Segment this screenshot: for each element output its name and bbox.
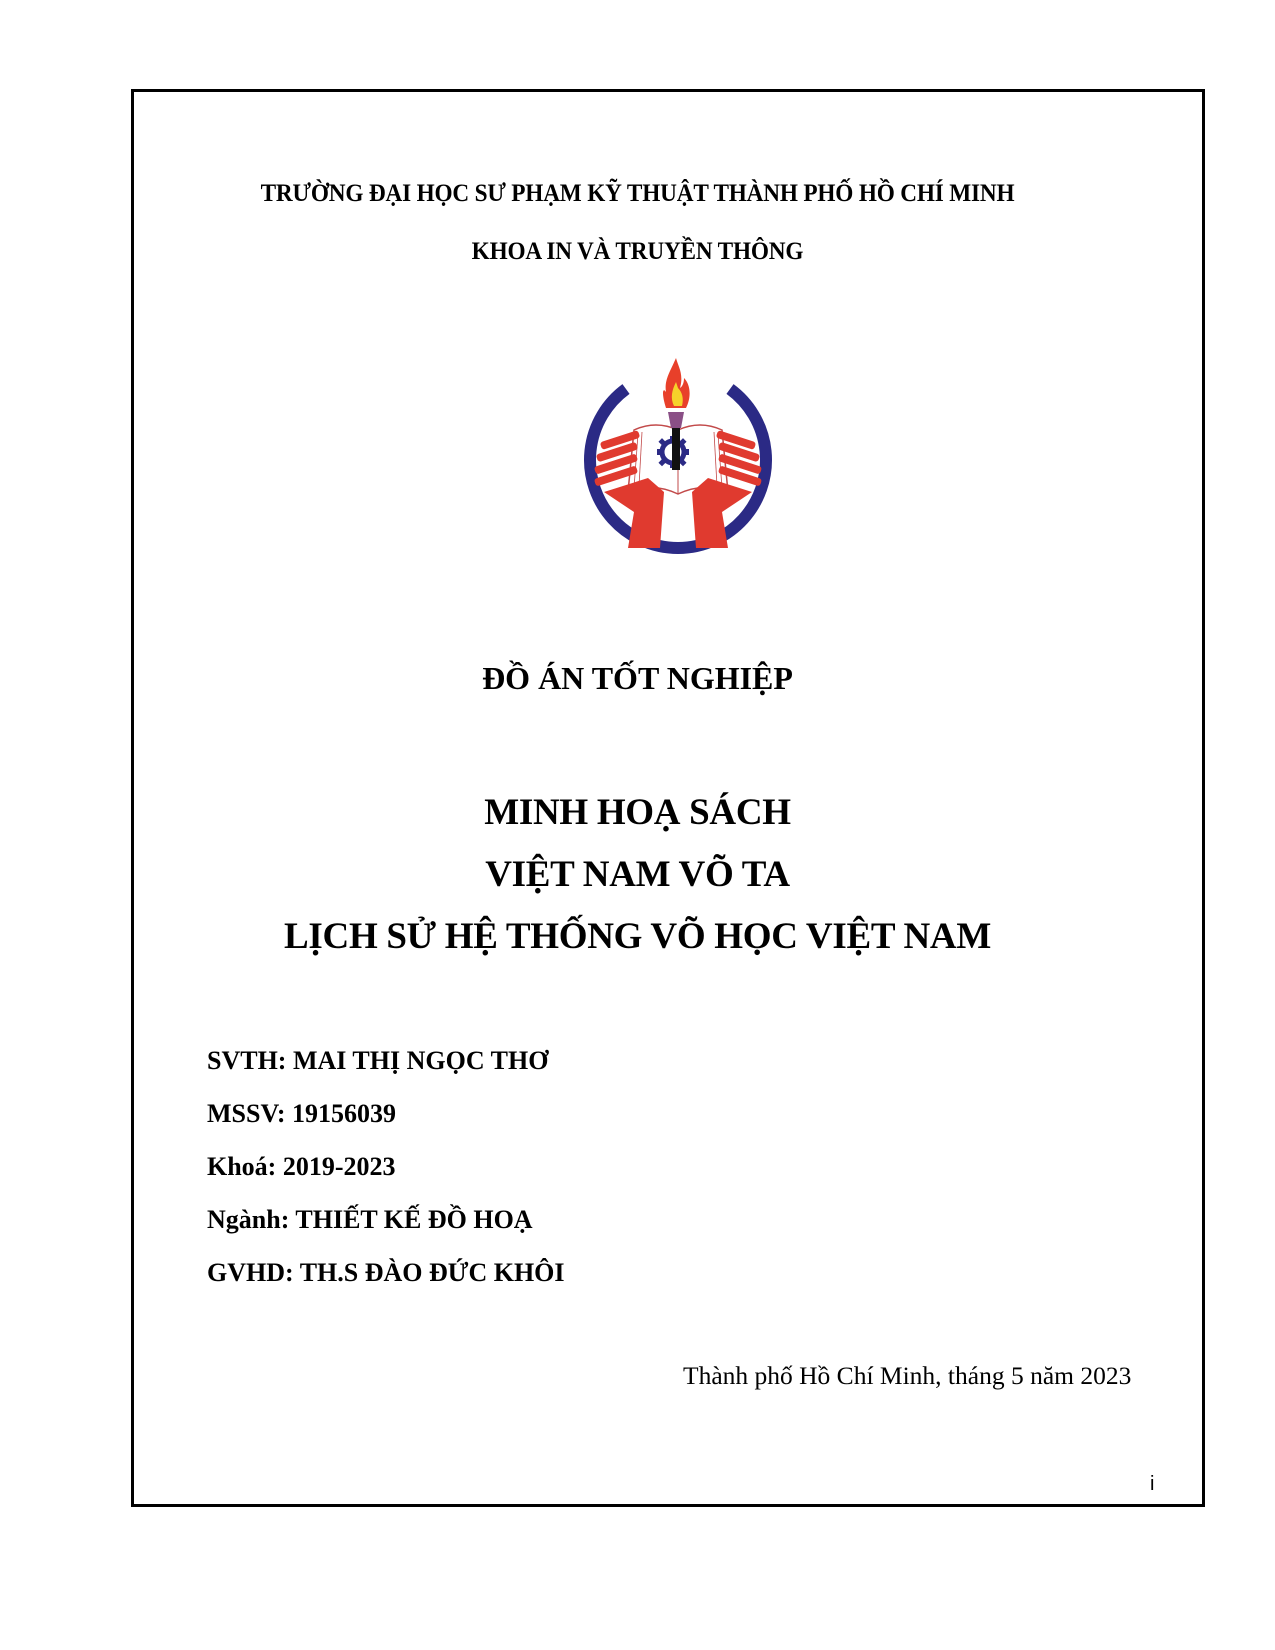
title-line-1: MINH HOẠ SÁCH bbox=[484, 792, 791, 833]
page-number: i bbox=[1150, 1473, 1155, 1495]
university-emblem-icon bbox=[578, 352, 778, 562]
title-line-3: LỊCH SỬ HỆ THỐNG VÕ HỌC VIỆT NAM bbox=[284, 916, 991, 957]
title-line-2: VIỆT NAM VÕ TA bbox=[485, 854, 790, 895]
course-years: Khoá: 2019-2023 bbox=[207, 1152, 396, 1181]
faculty-name: KHOA IN VÀ TRUYỀN THÔNG bbox=[471, 238, 804, 265]
date-line: Thành phố Hồ Chí Minh, tháng 5 năm 2023 bbox=[683, 1361, 1132, 1390]
student-id: MSSV: 19156039 bbox=[207, 1099, 397, 1128]
student-name: SVTH: MAI THỊ NGỌC THƠ bbox=[207, 1046, 549, 1075]
major: Ngành: THIẾT KẾ ĐỒ HOẠ bbox=[207, 1205, 533, 1234]
thesis-label: ĐỒ ÁN TỐT NGHIỆP bbox=[482, 660, 793, 696]
university-name: TRƯỜNG ĐẠI HỌC SƯ PHẠM KỸ THUẬT THÀNH PHỐ HỒ CHÍ MINH bbox=[260, 180, 1015, 207]
advisor: GVHD: TH.S ĐÀO ĐỨC KHÔI bbox=[207, 1258, 565, 1287]
